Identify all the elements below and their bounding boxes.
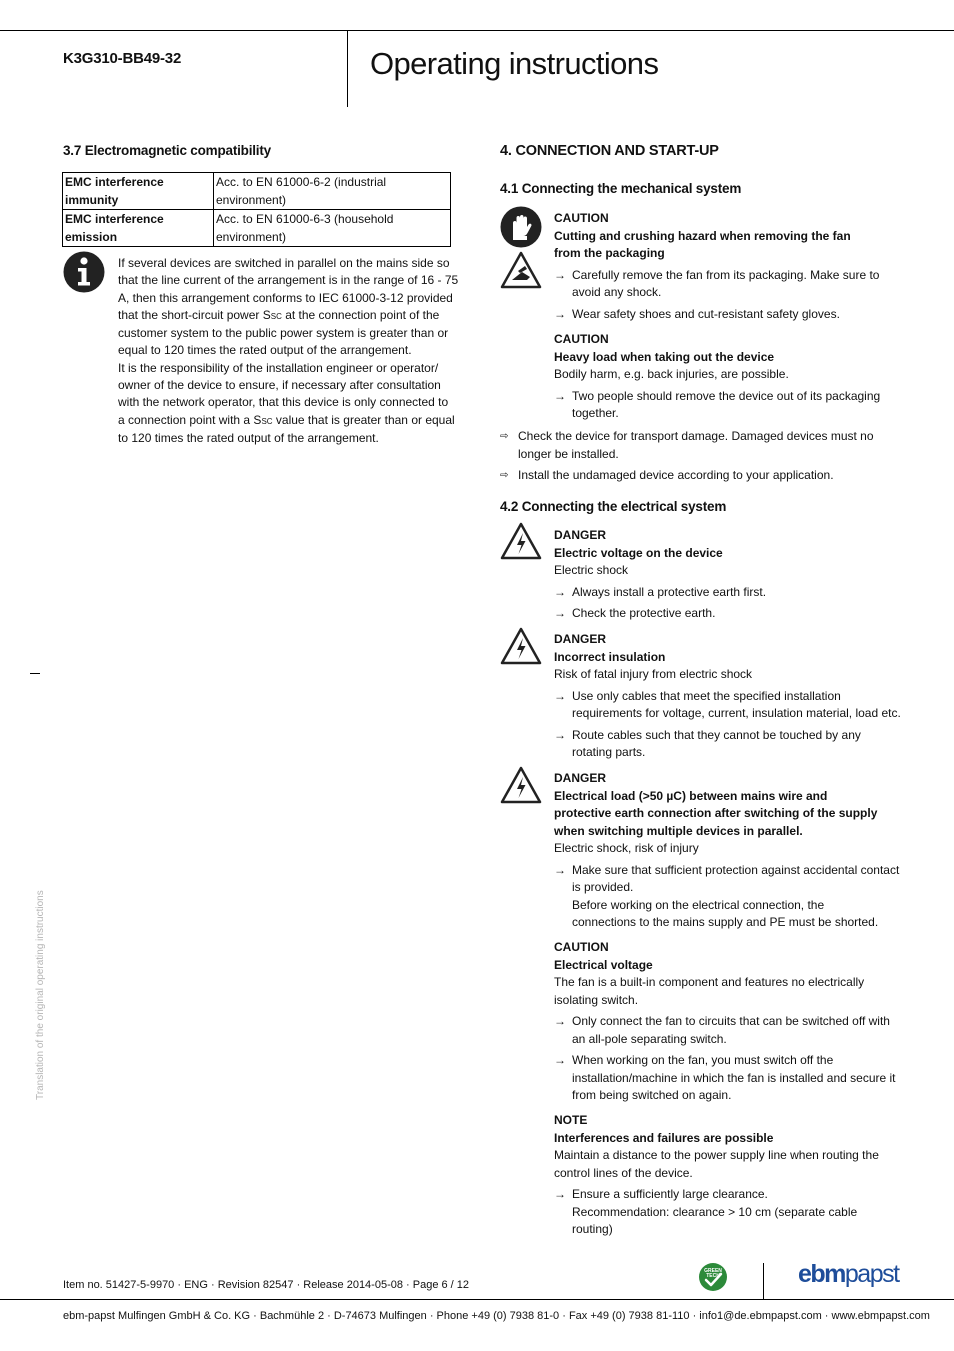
arrow-icon: →	[554, 1187, 566, 1201]
subscript: SC	[261, 416, 273, 426]
note-text: Maintain a distance to the power supply line when routing the	[554, 1148, 879, 1162]
danger-title: Incorrect insulation	[554, 649, 666, 664]
text-line: It is the responsibility of the installation engineer or operator/	[118, 360, 439, 375]
list-item	[554, 605, 904, 623]
danger-title: Electric voltage on the device	[554, 545, 723, 560]
emc-table	[62, 172, 451, 247]
arrow-icon: →	[554, 1053, 566, 1067]
text-line: to 120 times the rated output of the arrangement.	[118, 430, 379, 445]
text-line: Ensure a sufficiently large clearance.	[572, 1187, 768, 1201]
emc-value: Acc. to EN 61000-6-2 (industrial environment)	[214, 173, 451, 210]
side-note: Translation of the original operating instructions	[35, 890, 46, 1100]
caution-title: from the packaging	[554, 246, 665, 260]
danger-text: Risk of fatal injury from electric shock	[554, 667, 753, 681]
list-item	[554, 267, 904, 302]
text-line: avoid any shock.	[572, 285, 662, 299]
list-item	[554, 688, 904, 723]
page-title: Operating instructions	[370, 46, 659, 81]
list-item	[554, 1186, 904, 1239]
glove-icon	[500, 206, 542, 248]
greentech-label: TECH	[706, 1273, 720, 1279]
text-line: Only connect the fan to circuits that can be switched off with	[572, 1014, 890, 1028]
company-address: ebm-papst Mulfingen GmbH & Co. KG · Bachmühle 2 · D-74673 Mulfingen · Phone +49 (0) 7938 81-0 · Fax +49 (0) 7938 81-110 · info1@de.ebmpapst.com · www.ebmpapst.com	[63, 1310, 930, 1322]
check-arrow-icon: ⇨	[500, 470, 509, 481]
caution-electrical-voltage	[554, 939, 904, 1105]
arrow-icon: →	[554, 688, 566, 703]
caution-label: CAUTION	[554, 940, 609, 954]
note-title: Interferences and failures are possible	[554, 1130, 774, 1145]
caution-title: Electrical voltage	[554, 957, 653, 972]
logo-divider	[763, 1263, 764, 1299]
subsection-heading: 4.2 Connecting the electrical system	[500, 499, 727, 514]
text-line: Use only cables that meet the specified installation	[572, 688, 841, 703]
caution-label: CAUTION	[554, 332, 609, 346]
text-line: Check the device for transport damage. Damaged devices must no	[518, 429, 874, 443]
note-text: control lines of the device.	[554, 1165, 693, 1180]
text-line: Always install a protective earth first.	[572, 584, 767, 599]
header-top-rule	[0, 30, 954, 31]
arrow-icon: →	[554, 606, 566, 620]
list-item	[554, 306, 904, 324]
text-fragment: that the short-circuit power S	[118, 307, 271, 322]
text-line: requirements for voltage, current, insulation material, load etc.	[572, 706, 901, 720]
text-line: When working on the fan, you must switch off the	[572, 1053, 834, 1067]
danger-electrical-load	[554, 770, 904, 932]
list-item	[554, 388, 904, 423]
text-line: installation/machine in which the fan is installed and secure it	[572, 1070, 896, 1085]
arrow-icon: →	[554, 584, 566, 599]
danger-title: protective earth connection after switching of the supply	[554, 806, 878, 820]
list-item	[554, 1052, 904, 1105]
text-line: Route cables such that they cannot be touched by any	[572, 727, 861, 742]
danger-label: DANGER	[554, 771, 607, 785]
text-line: equal to 120 times the rated output of the arrangement.	[118, 343, 412, 358]
product-code: K3G310-BB49-32	[63, 50, 182, 67]
emc-key: EMC interference immunity	[63, 173, 214, 210]
text-line: Install the undamaged device according to your application.	[518, 468, 834, 482]
text-line: from being switched on again.	[572, 1088, 732, 1102]
text-line: A, then this arrangement conforms to IEC 61000-3-12 provided	[118, 290, 453, 305]
section-heading: 4. CONNECTION AND START-UP	[500, 143, 719, 159]
greentech-badge-icon	[698, 1262, 728, 1292]
arrow-icon: →	[554, 306, 566, 321]
ebmpapst-logo	[798, 1258, 899, 1290]
arrow-icon: →	[554, 862, 566, 877]
caution-text: Bodily harm, e.g. back injuries, are possible.	[554, 367, 789, 381]
emc-key: EMC interference emission	[63, 210, 214, 247]
text-line: connections to the mains supply and PE must be shorted.	[572, 915, 879, 929]
text-fragment: at the connection point of the	[281, 307, 440, 322]
note-label: NOTE	[554, 1113, 588, 1127]
footer-rule	[0, 1299, 954, 1300]
subscript: SC	[270, 311, 282, 321]
text-line	[118, 412, 463, 430]
danger-text: Electric shock	[554, 563, 629, 577]
text-line: is provided.	[572, 880, 634, 894]
table-row	[63, 173, 451, 210]
arrow-icon: →	[554, 1014, 566, 1028]
text-fragment: a connection point with a S	[118, 412, 262, 427]
text-line: owner of the device to ensure, if necessary after consultation	[118, 378, 441, 393]
danger-title: when switching multiple devices in parallel.	[554, 823, 803, 838]
logo-part: ebm	[798, 1260, 845, 1288]
text-line: Recommendation: clearance > 10 cm (separate cable	[572, 1204, 858, 1219]
caution-label: CAUTION	[554, 211, 609, 225]
electric-hazard-icon	[500, 522, 542, 560]
arrow-icon: →	[554, 267, 566, 282]
text-line: Carefully remove the fan from its packaging. Make sure to	[572, 267, 880, 282]
list-item	[554, 1013, 904, 1048]
header-divider	[347, 30, 348, 107]
text-line: together.	[572, 406, 619, 420]
text-line: that the line current of the arrangement is in the range of 16 - 75	[118, 273, 459, 288]
check-item	[500, 467, 918, 485]
text-line: routing)	[572, 1222, 613, 1236]
text-line: Two people should remove the device out of its packaging	[572, 388, 881, 403]
item-info: Item no. 51427-5-9970 · ENG · Revision 82547 · Release 2014-05-08 · Page 6 / 12	[63, 1279, 470, 1291]
caution-heavy-load	[554, 331, 904, 423]
note-interferences	[554, 1112, 904, 1239]
danger-title: Electrical load (>50 µC) between mains wire and	[554, 788, 828, 803]
danger-electric-voltage	[554, 527, 904, 623]
fold-mark	[30, 673, 40, 674]
caution-cutting	[554, 210, 904, 323]
danger-label: DANGER	[554, 528, 607, 542]
emc-heading: 3.7 Electromagnetic compatibility	[63, 143, 271, 158]
text-line: Wear safety shoes and cut-resistant safety gloves.	[572, 306, 840, 321]
electric-hazard-icon	[500, 766, 542, 804]
emc-info-text	[118, 255, 463, 447]
greentech-label: GREEN	[704, 1268, 722, 1274]
caution-text: isolating switch.	[554, 992, 639, 1007]
arrow-icon: →	[554, 727, 566, 742]
check-item	[500, 428, 918, 463]
list-item	[554, 727, 904, 762]
caution-title: Cutting and crushing hazard when removing the fan	[554, 228, 851, 243]
text-line: If several devices are switched in parallel on the mains side so	[118, 256, 450, 270]
list-item	[554, 584, 904, 602]
text-line: customer system to the public power system is greater than or	[118, 326, 449, 341]
subsection-heading: 4.1 Connecting the mechanical system	[500, 181, 742, 196]
info-icon	[62, 251, 106, 293]
text-line: with the network operator, that this device is only connected to	[118, 395, 449, 410]
text-line: Check the protective earth.	[572, 606, 716, 620]
cut-hazard-icon	[500, 251, 542, 289]
list-item	[554, 862, 904, 932]
arrow-icon: →	[554, 388, 566, 403]
text-line	[118, 307, 463, 325]
text-line: rotating parts.	[572, 745, 646, 759]
table-row	[63, 210, 451, 247]
text-fragment: value that is greater than or equal	[272, 412, 455, 427]
text-line: an all-pole separating switch.	[572, 1031, 727, 1046]
emc-value: Acc. to EN 61000-6-3 (household environment)	[214, 210, 451, 247]
danger-text: Electric shock, risk of injury	[554, 841, 699, 855]
electric-hazard-icon	[500, 627, 542, 665]
check-arrow-icon: ⇨	[500, 431, 509, 442]
caution-text: The fan is a built-in component and features no electrically	[554, 975, 865, 989]
caution-title: Heavy load when taking out the device	[554, 349, 775, 364]
text-line: longer be installed.	[518, 446, 619, 461]
text-line: Before working on the electrical connection, the	[572, 897, 825, 912]
text-line: Make sure that sufficient protection against accidental contact	[572, 862, 900, 877]
logo-part: papst	[844, 1260, 899, 1288]
danger-label: DANGER	[554, 632, 607, 646]
danger-insulation	[554, 631, 904, 762]
